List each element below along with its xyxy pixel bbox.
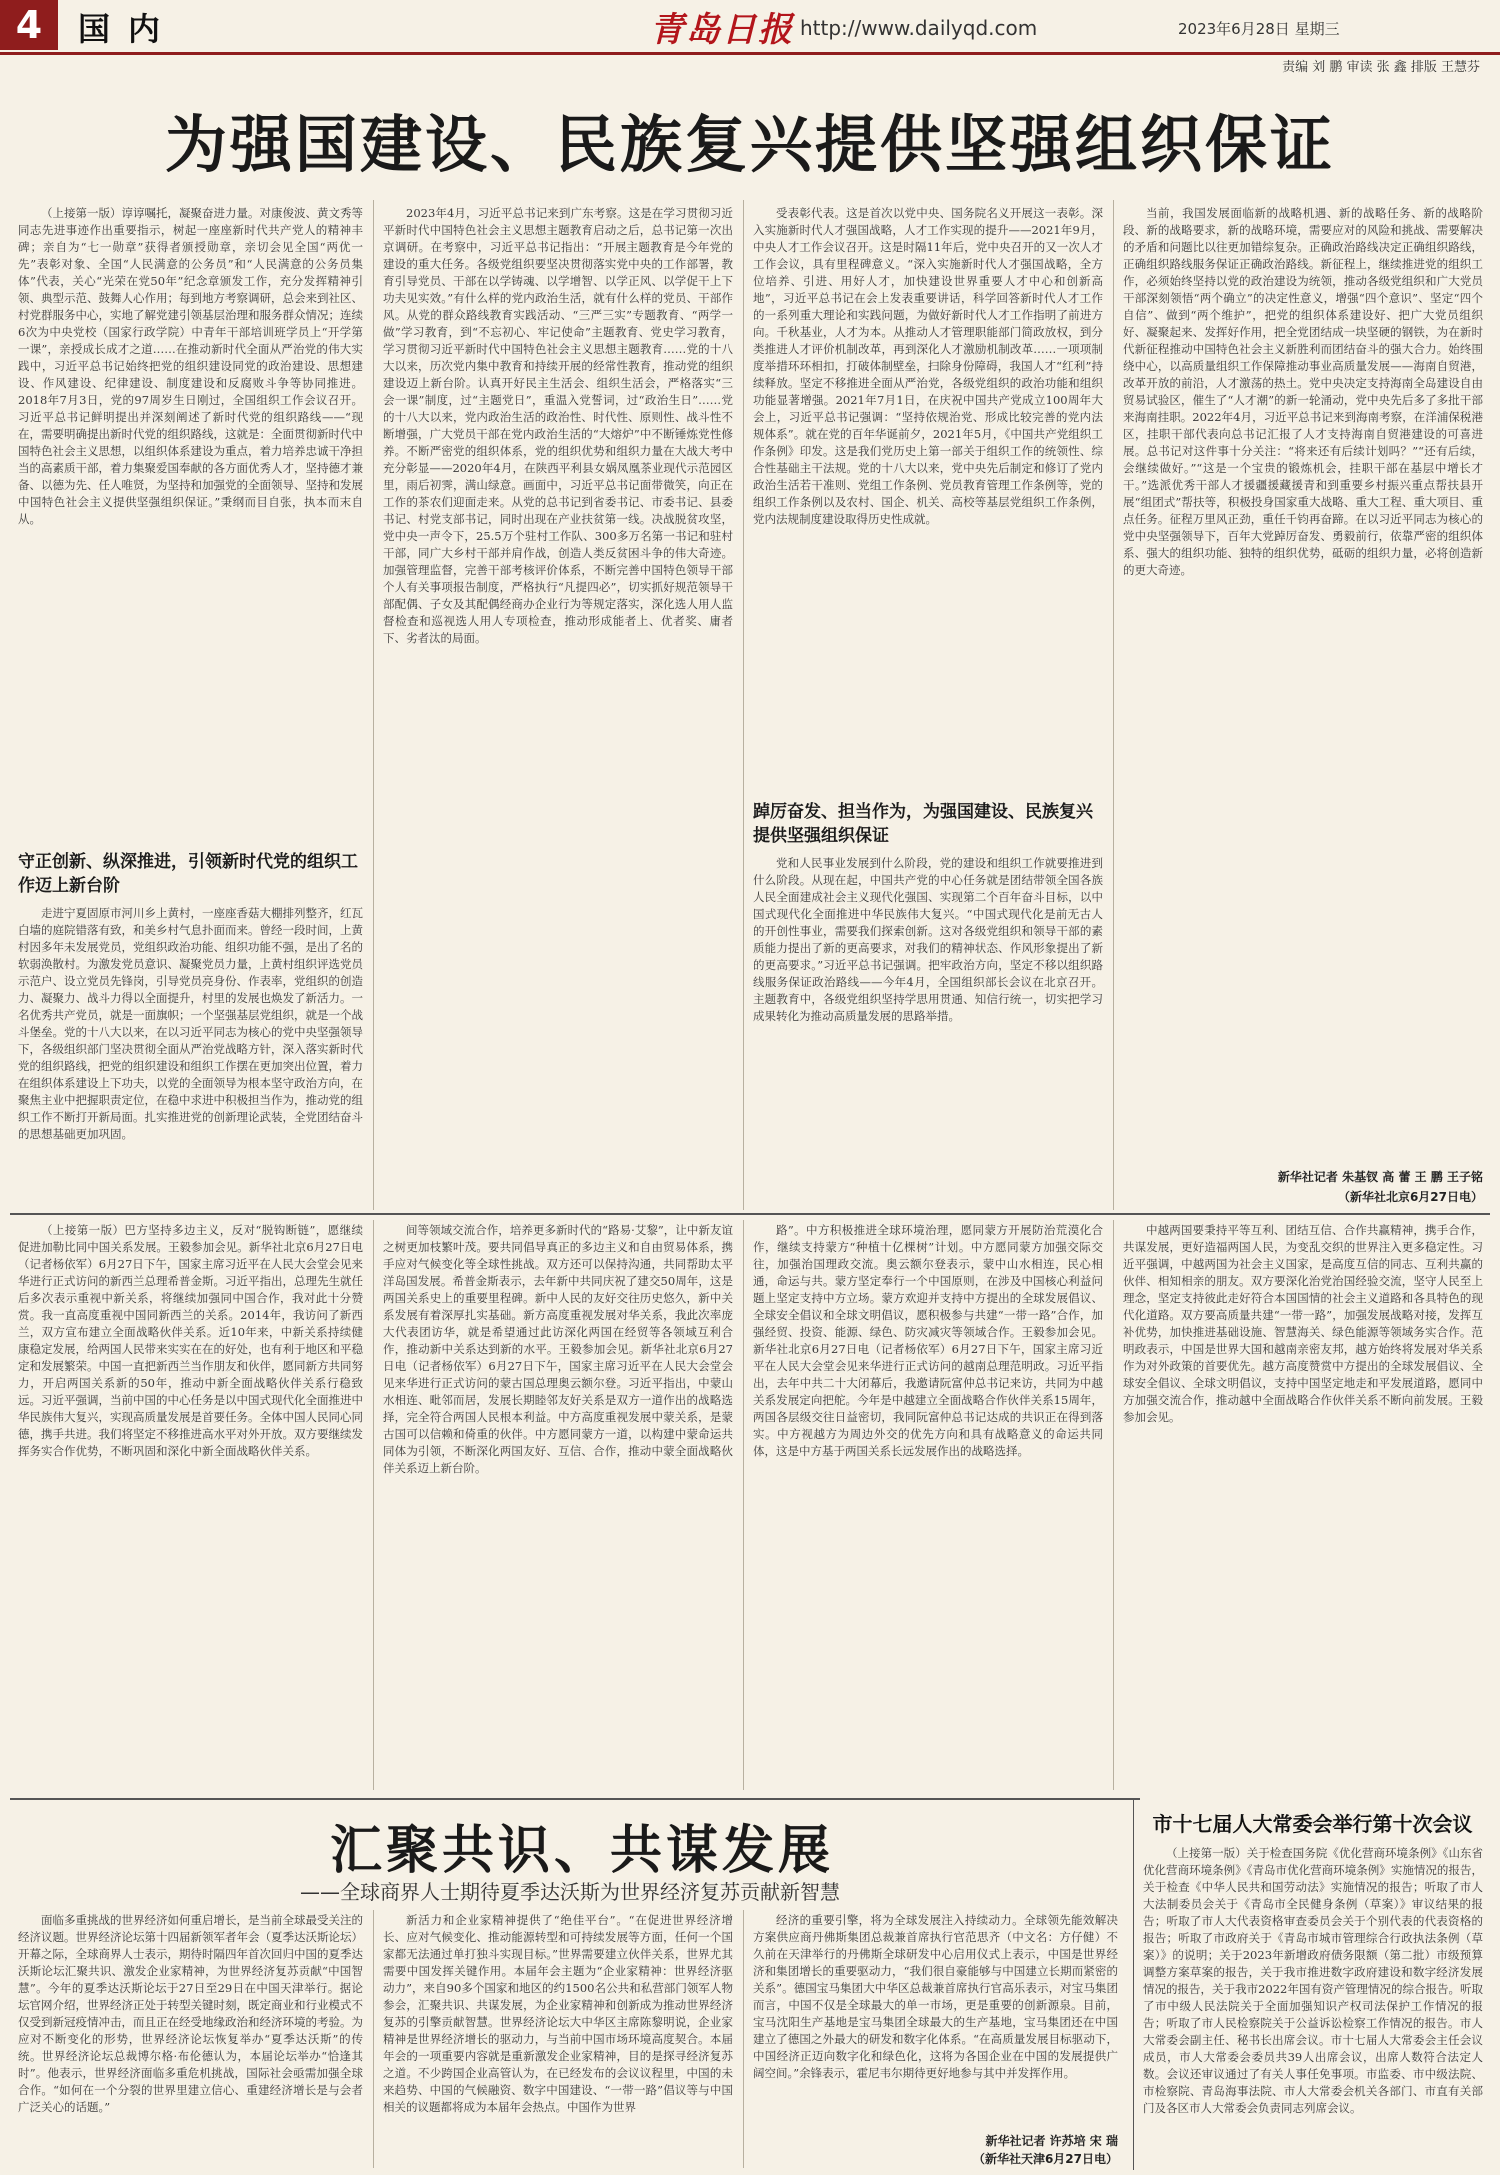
diplomacy-col1-text: （上接第一版）巴方坚持多边主义，反对“脱钩断链”，愿继续促进加勒比同中国关系发展。王毅参加会见。新华社北京6月27日电（记者杨依军）6月27日下午，国家主席习近平在人民大会堂会见来华进行正式访问的新西兰总理希普金斯。习近平指出，总理先生就任后多次表示重视中新关系，将继续加强同中国合作，我对此十分赞赏。我一直高度重视中国同新西兰的关系。2014年，我访问了新西兰，双方宣布建立全面战略伙伴关系。近10年来，中新关系持续健康稳定发展，给两国人民带来实实在在的好处，也有利于地区和平稳定和发展繁荣。中国一直把新西兰当作朋友和伙伴，愿同新方共同努力，开启两国关系新的50年，推动中新全面战略伙伴关系行稳致远。习近平强调，当前中国的中心任务是以中国式现代化全面推进中华民族伟大复兴，实现高质量发展是首要任务。全体中国人民同心同德，携手共进。我们将坚定不移推进高水平对外开放。双方要继续发挥务实合作优势，不断巩固和深化中新全面战略伙伴关系。 <box>18 1223 363 1458</box>
feature-byline-date: （新华社天津6月27日电） <box>972 2152 1118 2166</box>
diplomacy-column-4 <box>1123 1222 1483 1792</box>
column-rule <box>373 1220 374 1790</box>
feature-subheadline: ——全球商界人士期待夏季达沃斯为世界经济复苏贡献新智慧 <box>300 1880 840 1904</box>
section-title: 国内 <box>78 10 179 48</box>
lead-byline: 新华社记者 朱基钗 高 蕾 王 鹏 王子铭 <box>1277 1170 1483 1184</box>
feature-headline: 汇聚共识、共谋发展 <box>330 1820 835 1881</box>
feature-col1-text: 面临多重挑战的世界经济如何重启增长，是当前全球最受关注的经济议题。世界经济论坛第十四届新领军者年会（夏季达沃斯论坛）开幕之际，全球商界人士表示，期待时隔四年首次回归中国的夏季达沃斯论坛汇聚共识、激发企业家精神，为世界经济复苏贡献“中国智慧”。今年的夏季达沃斯论坛于27日至29日在中国天津举行。据论坛官网介绍，世界经济正处于转型关键时刻，既定商业和行业模式不仅受到新冠疫情冲击，而且正在经受地缘政治和经济环境的考验。为应对不断变化的形势，世界经济论坛恢复举办“夏季达沃斯”的传统。世界经济论坛总裁博尔格·布伦德认为，本届论坛举办“恰逢其时”。他表示，世界经济面临多重危机挑战，国际社会亟需加强全球合作。“如何在一个分裂的世界里建立信心、重建经济增长是与会者广泛关心的话题。” <box>18 1913 363 2114</box>
masthead-divider <box>0 52 1500 55</box>
lead-col1b-text: 走进宁夏固原市河川乡上黄村，一座座香菇大棚排列整齐，红瓦白墙的庭院错落有致，和美乡村气息扑面而来。曾经一段时间，上黄村因多年未发展党员，党组织政治功能、组织功能不强，是出了名的软弱涣散村。为激发党员意识、凝聚党员力量，上黄村组织评选党员示范户、设立党员先锋岗，引导党员亮身份、作表率，党组织的创造力、凝聚力、战斗力得以全面提升，村里的发展也焕发了新活力。一名优秀共产党员，就是一面旗帜；一个坚强基层党组织，就是一个战斗堡垒。党的十八大以来，在以习近平同志为核心的党中央坚强领导下，各级组织部门坚决贯彻全面从严治党战略方针，深入落实新时代党的组织路线，把党的组织建设和组织工作摆在更加突出位置，着力在组织体系建设上下功夫，以党的全面领导为根本坚守政治方向，在聚焦主业中把握职责定位，在稳中求进中积极担当作为，推动党的组织工作不断打开新局面。扎实推进党的创新理论武装，全党团结奋斗的思想基础更加巩固。 <box>18 906 363 1141</box>
diplomacy-col2-text: 间等领域交流合作，培养更多新时代的“路易·艾黎”，让中新友谊之树更加枝繁叶茂。要共同倡导真正的多边主义和自由贸易体系，携手应对气候变化等全球性挑战。双方还可以保持沟通，共同帮助太平洋岛国发展。希普金斯表示，去年新中共同庆祝了建交50周年，这是两国关系史上的重要里程碑。新中人民的友好交往历史悠久，新中关系发展有着深厚扎实基础。新方高度重视发展对华关系，我此次率庞大代表团访华，就是希望通过此访深化两国在经贸等各领域互利合作，推动新中关系达到新的水平。王毅参加会见。新华社北京6月27日电（记者杨依军）6月27日下午，国家主席习近平在人民大会堂会见来华进行正式访问的蒙古国总理奥云额尔登。习近平指出，中蒙山水相连、毗邻而居，发展长期睦邻友好关系是双方一道作出的战略选择，完全符合两国人民根本利益。中方高度重视发展中蒙关系，是蒙古国可以信赖和倚重的伙伴。中方愿同蒙方一道，以构建中蒙命运共同体为引领，不断深化两国友好、互信、合作，推动中蒙全面战略伙伴关系迈上新台阶。 <box>383 1223 733 1475</box>
diplomacy-col3-text: 路”。中方积极推进全球环境治理，愿同蒙方开展防治荒漠化合作，继续支持蒙方“种植十亿棵树”计划。中方愿同蒙方加强交际交往，加强治国理政交流。奥云额尔登表示，蒙中山水相连，民心相通，命运与共。蒙方坚定奉行一个中国原则，在涉及中国核心利益问题上坚定支持中方立场。蒙方欢迎并支持中方提出的全球发展倡议、全球安全倡议和全球文明倡议，愿积极参与共建“一带一路”合作，加强经贸、投资、能源、绿色、防灾减灾等领域合作。王毅参加会见。新华社北京6月27日电（记者杨依军）6月27日下午，国家主席习近平在人民大会堂会见来华进行正式访问的越南总理范明政。习近平指出，去年中共二十大闭幕后，我邀请阮富仲总书记来访，共同为中越关系发展定向把舵。今年是中越建立全面战略合作伙伴关系15周年，两国各层级交往日益密切，我同阮富仲总书记达成的共识正在得到落实。中方视越方为周边外交的优先方向和具有战略意义的命运共同体，这是中方基于两国关系长远发展作出的战略选择。 <box>753 1223 1103 1458</box>
lead-col3b-text: 党和人民事业发展到什么阶段，党的建设和组织工作就要推进到什么阶段。从现在起，中国共产党的中心任务就是团结带领全国各族人民全面建成社会主义现代化强国、实现第二个百年奋斗目标，以中国式现代化全面推进中华民族伟大复兴。“中国式现代化是前无古人的开创性事业，需要我们探索创新。这对各级党组织和领导干部的素质能力提出了新的更高要求，对我们的精神状态、作风形象提出了新的更高要求。”习近平总书记强调。把牢政治方向，坚定不移以组织路线服务保证政治路线——今年4月，全国组织部长会议在北京召开。主题教育中，各级党组织坚持学思用贯通、知信行统一，切实把学习成果转化为推动高质量发展的思路举措。 <box>753 856 1103 1023</box>
issue-date: 2023年6月28日 星期三 <box>1178 20 1340 38</box>
column-rule <box>1113 200 1114 1210</box>
section-divider <box>10 1213 1490 1215</box>
feature-col2-text: 新活力和企业家精神提供了“绝佳平台”。“在促进世界经济增长、应对气候变化、推动能源转型和可持续发展等方面，任何一个国家都无法通过单打独斗实现目标。”世界需要建立伙伴关系，世界尤其需要中国发挥关键作用。本届年会主题为“企业家精神：世界经济驱动力”，来自90多个国家和地区的约1500名公共和私营部门领军人物参会，汇聚共识、共谋发展，为企业家精神和创新成为推动世界经济复苏的引擎贡献智慧。世界经济论坛大中华区主席陈黎明说，企业家精神是世界经济增长的驱动力，与当前中国市场环境高度契合。本届年会的一项重要内容就是重新激发企业家精神，目的是探寻经济复苏之道。不少跨国企业高管认为，在已经发布的会议议程里，中国的未来趋势、中国的气候融资、数字中国建设、“一带一路”倡议等与中国相关的议题都将成为本届年会热点。中国作为世界 <box>383 1913 733 2114</box>
column-rule <box>1133 1800 1134 2170</box>
editors-line: 责编 刘 鹏 审读 张 鑫 排版 王慧芬 <box>1282 60 1480 75</box>
congress-text: （上接第一版）关于检查国务院《优化营商环境条例》《山东省优化营商环境条例》《青岛市优化营商环境条例》实施情况的报告，关于检查《中华人民共和国劳动法》实施情况的报告；听取了市人大法制委员会关于《青岛市全民健身条例（草案）》审议结果的报告；听取了市人大代表资格审查委员会关于个别代表的代表资格的报告；听取了市政府关于《青岛市城市管理综合行政执法条例（草案）》的说明；关于2023年新增政府债务限额（第二批）市级预算调整方案草案的报告，关于我市推进数字政府建设和数字经济发展情况的报告，关于我市2022年国有资产管理情况的综合报告。听取了市中级人民法院关于全面加强知识产权司法保护工作情况的报告；听取了市人民检察院关于公益诉讼检察工作情况的报告。市人大常委会副主任、秘书长出席会议。市十七届人大常委会主任会议成员，市人大常委会委员共39人出席会议，出席人数符合法定人数。会议还审议通过了有关人事任免事项。市监委、市中级法院、市检察院、青岛海事法院、市人大常委会机关各部门、市直有关部门及各区市人大常委会负责同志列席会议。 <box>1143 1846 1483 2115</box>
column-rule <box>1113 1220 1114 1790</box>
lead-byline-date: （新华社北京6月27日电） <box>1337 1190 1483 1204</box>
column-rule <box>373 200 374 1210</box>
diplomacy-column-3 <box>753 1222 1103 1792</box>
lead-headline: 为强国建设、民族复兴提供坚强组织保证 <box>164 108 1335 181</box>
diplomacy-column-1 <box>18 1222 363 1792</box>
lead-col1-text: （上接第一版）谆谆嘱托，凝聚奋进力量。对康俊波、黄文秀等同志先进事迹作出重要指示，树起一座座新时代共产党人的精神丰碑；亲自为“七一勋章”获得者颁授勋章，亲切会见全国“两优一先”表彰对象、全国“人民满意的公务员”和“人民满意的公务员集体”代表，关心“光荣在党50年”纪念章颁发工作，充分发挥精神引领、典型示范、鼓舞人心作用；每到地方考察调研，总会来到社区、村党群服务中心，实地了解党建引领基层治理和服务群众情况；连续6次为中央党校（国家行政学院）中青年干部培训班学员上“开学第一课”，亲授成长成才之道……在推动新时代全面从严治党的伟大实践中，习近平总书记始终把党的组织建设同党的政治建设、思想建设、作风建设、纪律建设、制度建设和反腐败斗争等协同推进。2018年7月3日，党的97周岁生日刚过，全国组织工作会议召开。习近平总书记鲜明提出并深刻阐述了新时代党的组织路线——“现在，需要明确提出新时代党的组织路线，这就是：全面贯彻新时代中国特色社会主义思想，以组织体系建设为重点，着力培养忠诚干净担当的高素质干部，着力集聚爱国奉献的各方面优秀人才，坚持德才兼备、以德为先、任人唯贤，为坚持和加强党的全面领导、坚持和发展中国特色社会主义提供坚强组织保证。”秉纲而目自张，执本而末自从。 <box>18 206 363 526</box>
column-rule <box>743 200 744 1210</box>
column-rule <box>373 1910 374 2168</box>
congress-title: 市十七届人大常委会举行第十次会议 <box>1152 1812 1473 1836</box>
congress-column <box>1143 1845 1483 2167</box>
page-number: 4 <box>0 0 58 50</box>
feature-column-2 <box>383 1912 733 2167</box>
column-rule <box>743 1910 744 2168</box>
lead-column-1b <box>18 905 363 1205</box>
website-url[interactable]: http://www.dailyqd.com <box>800 16 1038 40</box>
lead-col2-text: 2023年4月，习近平总书记来到广东考察。这是在学习贯彻习近平新时代中国特色社会主义思想主题教育启动之后，总书记第一次出京调研。在考察中，习近平总书记指出：“开展主题教育是今年党的建设的重大任务。各级党组织要坚决贯彻落实党中央的工作部署，教育引导党员、干部在以学铸魂、以学增智、以学正风、以学促干上下功夫见实效。”有什么样的党内政治生活，就有什么样的党员、干部作风。从党的群众路线教育实践活动、“三严三实”专题教育、“两学一做”学习教育，到“不忘初心、牢记使命”主题教育、党史学习教育，学习贯彻习近平新时代中国特色社会主义思想主题教育……党的十八大以来，历次党内集中教育和持续开展的经常性教育，推动党的组织建设迈上新台阶。认真开好民主生活会、组织生活会，严格落实“三会一课”制度，过“主题党日”，重温入党誓词，过“政治生日”……党的十八大以来，党内政治生活的政治性、时代性、原则性、战斗性不断增强，广大党员干部在党内政治生活的“大熔炉”中不断锤炼党性修养。不断严密党的组织体系，党的组织优势和组织力量在大战大考中充分彰显——2020年4月，在陕西平利县女娲凤凰茶业现代示范园区里，雨后初霁，满山绿意。画面中，习近平总书记面带微笑，向正在工作的茶农们迎面走来。从党的总书记到省委书记、市委书记、县委书记、村党支部书记，同时出现在产业扶贫第一线。决战脱贫攻坚，党中央一声令下，25.5万个驻村工作队、300多万名第一书记和驻村干部，同广大乡村干部并肩作战，创造人类反贫困斗争的伟大奇迹。加强管理监督，完善干部考核评价体系，不断完善中国特色领导干部个人有关事项报告制度，严格执行“凡提四必”，切实抓好规范领导干部配偶、子女及其配偶经商办企业行为等规定落实，深化选人用人监督检查和巡视选人用人专项检查，推动形成能者上、优者奖、庸者下、劣者汰的局面。 <box>383 206 733 645</box>
feature-column-1 <box>18 1912 363 2167</box>
lead-column-4 <box>1123 205 1483 1165</box>
lead-subheading-1: 守正创新、纵深推进，引领新时代党的组织工作迈上新台阶 <box>18 852 358 896</box>
diplomacy-col4-text: 中越两国要秉持平等互利、团结互信、合作共赢精神，携手合作，共谋发展，更好造福两国人民，为变乱交织的世界注入更多稳定性。习近平强调，中越两国为社会主义国家，是高度互信的同志、互利共赢的伙伴、相知相亲的朋友。双方要深化治党治国经验交流，坚守人民至上理念，坚定支持彼此走好符合本国国情的社会主义道路和各具特色的现代化道路。双方要高质量共建“一带一路”，加强发展战略对接，发挥互补优势，加快推进基础设施、智慧海关、绿色能源等领域务实合作。范明政表示，中国是世界大国和越南亲密友邦，越方始终将发展对华关系作为对外政策的首要优先。越方高度赞赏中方提出的全球发展倡议、全球安全倡议、全球文明倡议，支持中国坚定地走和平发展道路，愿同中方加强交流合作，推动越中全面战略合作伙伴关系不断向前发展。王毅参加会见。 <box>1123 1223 1483 1424</box>
feature-column-3 <box>753 1912 1118 2127</box>
lead-column-3 <box>753 205 1103 795</box>
section-divider <box>10 1798 1140 1800</box>
lead-column-3b <box>753 855 1103 1210</box>
feature-byline: 新华社记者 许苏培 宋 瑞 <box>985 2134 1118 2148</box>
lead-col3-text: 受表彰代表。这是首次以党中央、国务院名义开展这一表彰。深入实施新时代人才强国战略，人才工作实现的提升——2021年9月，中央人才工作会议召开。这是时隔11年后，党中央召开的又一次人才工作会议，具有里程碑意义。“深入实施新时代人才强国战略，全方位培养、引进、用好人才，加快建设世界重要人才中心和创新高地”，习近平总书记在会上发表重要讲话，科学回答新时代人才工作的一系列重大理论和实践问题，为做好新时代人才工作指明了前进方向。千秋基业，人才为本。从推动人才管理职能部门简政放权，到分类推进人才评价机制改革，再到深化人才激励机制改革……一项项制度举措环环相扣，打破体制壁垒，扫除身份障碍，我国人才“红利”持续释放。坚定不移推进全面从严治党，各级党组织的政治功能和组织功能显著增强。2021年7月1日，在庆祝中国共产党成立100周年大会上，习近平总书记强调：“坚持依规治党、形成比较完善的党内法规体系”。就在党的百年华诞前夕，2021年5月，《中国共产党组织工作条例》印发。这是我们党历史上第一部关于组织工作的统领性、综合性基础主干法规。党的十八大以来，党中央先后制定和修订了党内政治生活若干准则、党组工作条例、党员教育管理工作条例等，党的组织工作条例以及农村、国企、机关、高校等基层党组织工作条例，党内法规制度建设取得历史性成就。 <box>753 206 1103 526</box>
lead-column-1 <box>18 205 363 845</box>
newspaper-logo: 青岛日报 <box>650 10 794 50</box>
lead-col4-text: 当前，我国发展面临新的战略机遇、新的战略任务、新的战略阶段、新的战略要求，新的战略环境，需要应对的风险和挑战、需要解决的矛盾和问题比以往更加错综复杂。正确政治路线决定正确组织路线，正确组织路线服务保证正确政治路线。新征程上，继续推进党的组织工作，必须始终坚持以党的政治建设为统领，推动各级党组织和广大党员干部深刻领悟“两个确立”的决定性意义，增强“四个意识”、坚定“四个自信”、做到“两个维护”，把党的组织体系建设好、把广大党员组织好、凝聚起来、发挥好作用，把全党团结成一块坚硬的钢铁，为在新时代新征程推动中国特色社会主义新胜利而团结奋斗的强大合力。始终围绕中心，以高质量组织工作保障推动事业高质量发展——海南自贸港，改革开放的前沿，人才激荡的热土。党中央决定支持海南全岛建设自由贸易试验区，催生了“人才潮”的新一轮涌动，党中央先后多了多批干部来海南挂职。2022年4月，习近平总书记来到海南考察，在洋浦保税港区，挂职干部代表向总书记汇报了人才支持海南自贸港建设的可喜进展。总书记对这件事十分关注：“将来还有后续计划吗？”“还有后续，会继续做好。”“这是一个宝贵的锻炼机会，挂职干部在基层中增长才干。”选派优秀干部人才援疆援藏援青和到重要乡村振兴重点帮扶县开展“组团式”帮扶等，积极投身国家重大战略、重大工程、重大项目、重点任务。征程万里风正劲，重任千钧再奋蹄。在以习近平同志为核心的党中央坚强领导下，百年大党踔厉奋发、勇毅前行，依靠严密的组织体系、强大的组织功能、独特的组织优势，砥砺的组织力量，必将创造新的更大奇迹。 <box>1123 206 1483 577</box>
column-rule <box>743 1220 744 1790</box>
feature-col3-text: 经济的重要引擎，将为全球发展注入持续动力。全球领先能效解决方案供应商丹佛斯集团总裁兼首席执行官范思齐（中文名：方仔健）不久前在天津举行的丹佛斯全球研发中心启用仪式上表示，中国是世界经济和集团增长的重要驱动力，“我们很自豪能够与中国建立长期而紧密的关系”。德国宝马集团大中华区总裁兼首席执行官高乐表示，对宝马集团而言，中国不仅是全球最大的单一市场，更是重要的创新源泉。目前，宝马沈阳生产基地是宝马集团全球最大的生产基地，宝马集团还在中国建立了德国之外最大的研发和数字化体系。“在高质量发展目标驱动下，中国经济正迈向数字化和绿色化，这将为各国企业在中国的发展提供广阔空间。”余锋表示，霍尼韦尔期待更好地参与其中并发挥作用。 <box>753 1913 1118 2080</box>
lead-subheading-2: 踔厉奋发、担当作为，为强国建设、民族复兴提供坚强组织保证 <box>753 802 1093 846</box>
lead-column-2 <box>383 205 733 1210</box>
diplomacy-column-2 <box>383 1222 733 1792</box>
